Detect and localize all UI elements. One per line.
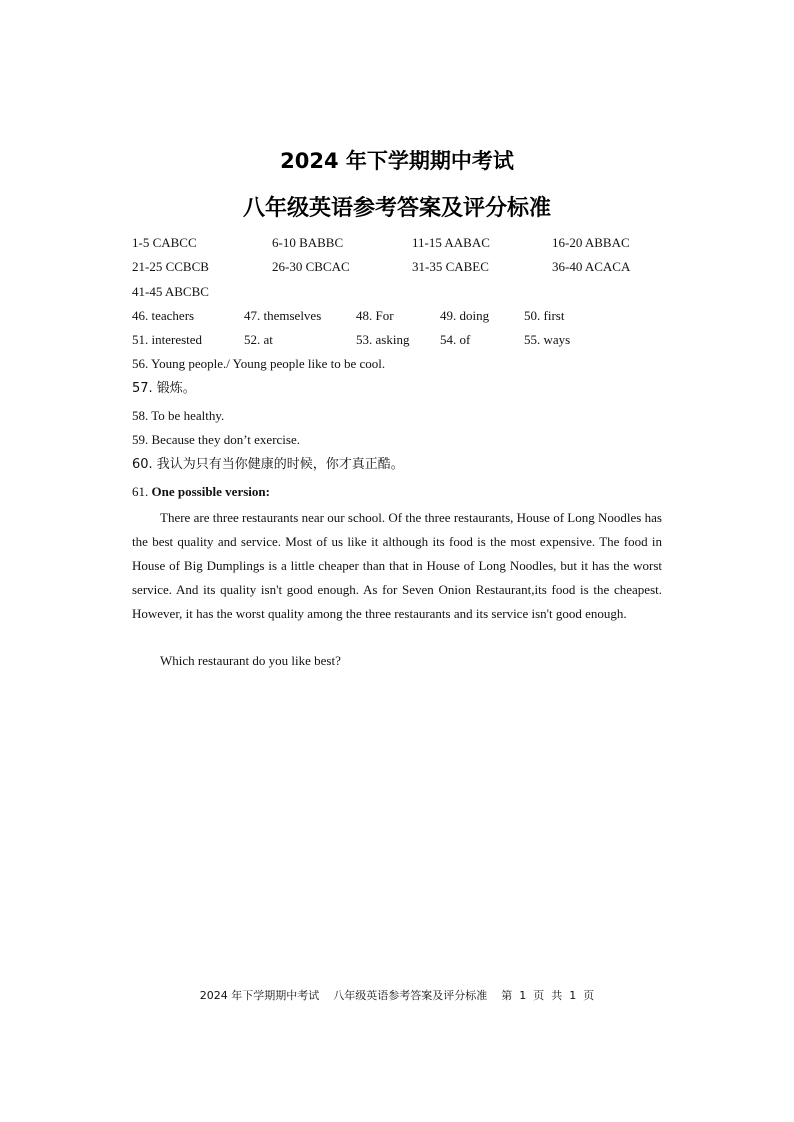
exam-subtitle: 八年级英语参考答案及评分标准 xyxy=(242,196,551,221)
answer-60: 60. 我认为只有当你健康的时候，你才真正酷。 xyxy=(132,457,404,472)
choice-answer: 16-20 ABBAC xyxy=(552,235,630,250)
answer-58: 58. To be healthy. xyxy=(132,408,225,423)
choice-answer: 26-30 CBCAC xyxy=(272,259,350,274)
writing-heading xyxy=(132,482,270,502)
fill-answer: 48. For xyxy=(356,308,394,323)
fill-answer: 54. of xyxy=(440,332,471,347)
choice-row-1 xyxy=(0,233,794,253)
writing-version-label: One possible version: xyxy=(151,484,270,499)
fill-answer: 47. themselves xyxy=(244,308,322,323)
fill-answer: 55. ways xyxy=(524,332,571,347)
fill-answer: 52. at xyxy=(244,332,273,347)
fill-answer: 53. asking xyxy=(356,332,410,347)
page-footer: 2024 年下学期期中考试 八年级英语参考答案及评分标准 第 1 页 共 1 页 xyxy=(199,989,595,1002)
fill-row-1 xyxy=(0,306,794,326)
writing-number: 61. xyxy=(132,484,152,499)
choice-answer: 41-45 ABCBC xyxy=(132,284,209,299)
choice-row-3 xyxy=(0,282,794,302)
choice-answer: 36-40 ACACA xyxy=(552,259,631,274)
fill-row-2 xyxy=(0,330,794,350)
choice-answer: 31-35 CABEC xyxy=(412,259,489,274)
fill-answer: 50. first xyxy=(524,308,565,323)
answer-56: 56. Young people./ Young people like to be cool. xyxy=(132,356,386,371)
exam-title: 2024 年下学期期中考试 xyxy=(280,149,514,173)
choice-row-2 xyxy=(0,257,794,277)
answer-59: 59. Because they don’t exercise. xyxy=(132,432,300,447)
choice-answer: 21-25 CCBCB xyxy=(132,259,209,274)
answer-57: 57. 锻炼。 xyxy=(132,381,196,396)
essay-closing-question: Which restaurant do you like best? xyxy=(160,653,341,668)
choice-answer: 11-15 AABAC xyxy=(412,235,490,250)
fill-answer: 46. teachers xyxy=(132,308,195,323)
choice-answer: 1-5 CABCC xyxy=(132,235,197,250)
fill-answer: 51. interested xyxy=(132,332,203,347)
sample-essay: There are three restaurants near our school. Of the three restaurants, House of Long Noodles has the best quality and service. Most of us like it although its food is the most expensive. The food in House of Big Dumplings is a little cheaper than that in House of Long Noodles, but it has the worst service. And its quality isn't good enough. As for Seven Onion Restaurant,its food is the cheapest. However, it has the worst quality among the three restaurants and its service isn't good enough. xyxy=(132,510,662,621)
fill-answer: 49. doing xyxy=(440,308,490,323)
choice-answer: 6-10 BABBC xyxy=(272,235,344,250)
